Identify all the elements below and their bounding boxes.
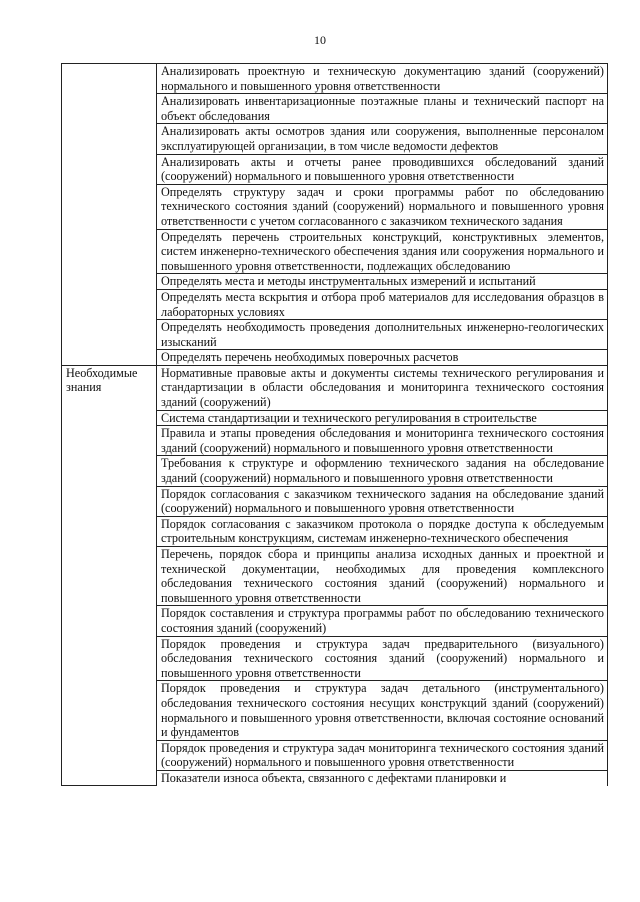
knowledge-item: Правила и этапы проведения обследования и мониторинга технического состояния зданий (сооружений) нормального и повышенного уровня ответственности	[157, 426, 608, 456]
page-number: 10	[314, 33, 326, 47]
skill-item: Анализировать проектную и техническую документацию зданий (сооружений) нормального и повышенного уровня ответственности	[157, 64, 608, 94]
knowledge-item: Порядок согласования с заказчиком протокола о порядке доступа к обследуемым строительным конструкциям, системам инженерно-технического обеспечения	[157, 516, 608, 546]
skill-item: Определять места вскрытия и отбора проб материалов для исследования образцов в лабораторных условиях	[157, 289, 608, 319]
competency-table	[61, 63, 608, 786]
skills-label-cell	[62, 64, 157, 366]
skill-item: Определять структуру задач и сроки программы работ по обследованию технического состояния зданий (сооружений) нормального и повышенного уровня ответственности с учетом согласованного с заказчиком технического задания	[157, 184, 608, 229]
skill-item: Анализировать акты и отчеты ранее проводившихся обследований зданий (сооружений) нормального и повышенного уровня ответственности	[157, 154, 608, 184]
knowledge-item: Порядок проведения и структура задач мониторинга технического состояния зданий (сооружений) нормального и повышенного уровня ответственности	[157, 740, 608, 770]
knowledge-item: Нормативные правовые акты и документы системы технического регулирования и стандартизации в области обследования и мониторинга технического состояния зданий (сооружений)	[157, 365, 608, 410]
skill-item: Определять перечень строительных конструкций, конструктивных элементов, систем инженерно-технического обеспечения здания или сооружения нормального и повышенного уровня ответственности, подлежащих обследованию	[157, 229, 608, 274]
skill-item: Анализировать инвентаризационные поэтажные планы и технический паспорт на объект обследования	[157, 94, 608, 124]
knowledge-item: Перечень, порядок сбора и принципы анализа исходных данных и проектной и технической документации, необходимых для проведения комплексного обследования технического состояния зданий (сооружений) нормального и повышенного уровня ответственности	[157, 547, 608, 606]
knowledge-item: Порядок проведения и структура задач детального (инструментального) обследования технического состояния несущих конструкций зданий (сооружений) нормального и повышенного уровня ответственности, включая состояние оснований и фундаментов	[157, 681, 608, 740]
skill-item: Определять перечень необходимых поверочных расчетов	[157, 350, 608, 366]
knowledge-item: Система стандартизации и технического регулирования в строительстве	[157, 410, 608, 426]
skill-item: Анализировать акты осмотров здания или сооружения, выполненные персоналом эксплуатирующей организации, в том числе ведомости дефектов	[157, 124, 608, 154]
knowledge-label: Необходимые знания	[62, 365, 157, 785]
table-row	[62, 365, 608, 410]
knowledge-item: Порядок составления и структура программы работ по обследованию технического состояния зданий (сооружений)	[157, 606, 608, 636]
knowledge-item: Порядок проведения и структура задач предварительного (визуального) обследования технического состояния зданий (сооружений) нормального и повышенного уровня ответственности	[157, 636, 608, 681]
table-row	[62, 64, 608, 94]
knowledge-item: Показатели износа объекта, связанного с дефектами планировки и	[157, 770, 608, 785]
knowledge-item: Требования к структуре и оформлению технического задания на обследование зданий (сооружений) нормального и повышенного уровня ответственности	[157, 456, 608, 486]
knowledge-item: Порядок согласования с заказчиком технического задания на обследование зданий (сооружений) нормального и повышенного уровня ответственности	[157, 486, 608, 516]
skill-item: Определять необходимость проведения дополнительных инженерно-геологических изысканий	[157, 320, 608, 350]
skill-item: Определять места и методы инструментальных измерений и испытаний	[157, 274, 608, 290]
